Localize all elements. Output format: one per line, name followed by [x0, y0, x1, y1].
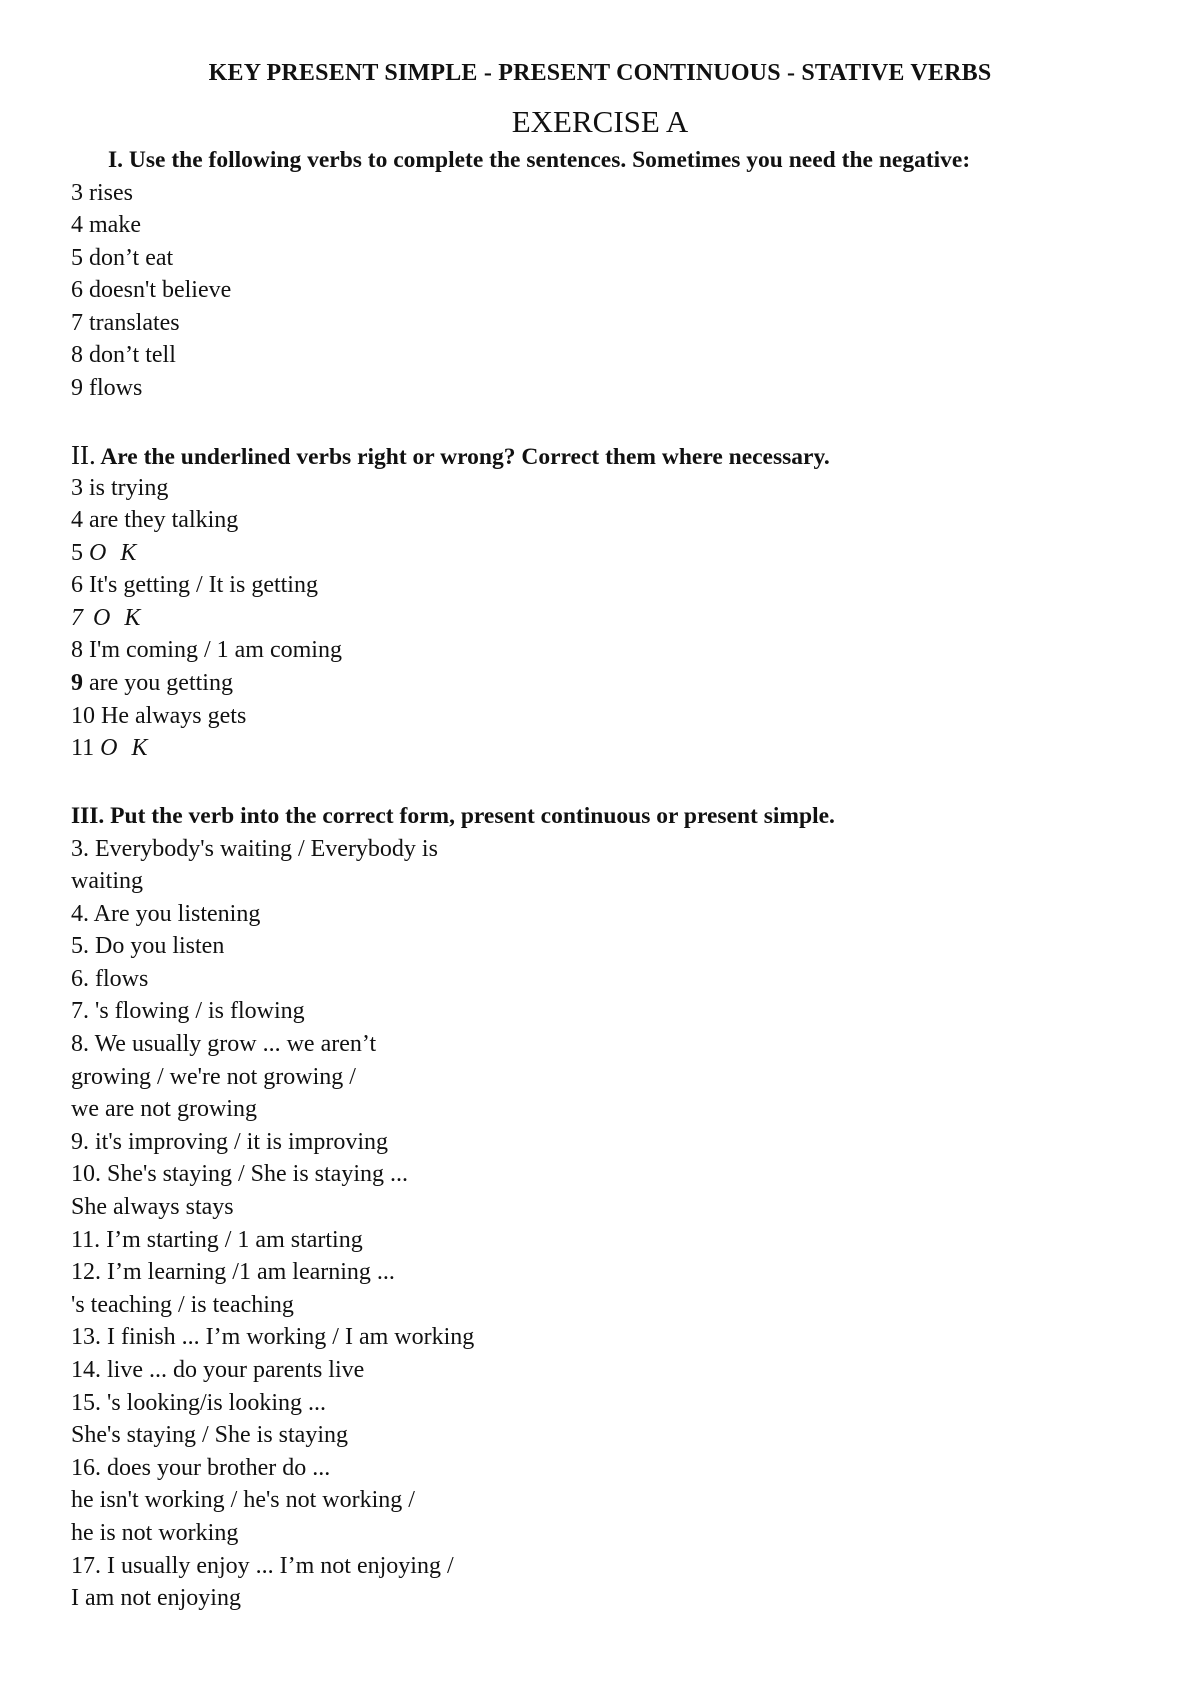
answer-line: 5. Do you listen: [71, 933, 225, 960]
answer-line: 7 translates: [71, 309, 180, 336]
answer-number: 4: [71, 507, 83, 534]
answer-number: 8: [71, 637, 83, 664]
answer-line: 10. She's staying / She is staying ...: [71, 1161, 408, 1188]
answer-line: [71, 602, 1151, 635]
section-2-answer-list: [71, 472, 1151, 765]
answer-number: 11: [71, 735, 95, 762]
answer-line: [71, 667, 1151, 700]
answer-line: 13. I finish ... I’m working / I am working: [71, 1324, 475, 1351]
answer-line: 7. 's flowing / is flowing: [71, 998, 305, 1025]
answer-line: 6. flows: [71, 965, 149, 992]
section-3-heading: III. Put the verb into the correct form, present continuous or present simple.: [71, 803, 835, 829]
section-2-heading-text: Are the underlined verbs right or wrong? Correct them where necessary.: [95, 444, 830, 470]
section-3-answer-list: [71, 833, 1151, 1615]
ok-mark: O K: [93, 604, 145, 631]
section-2-heading: [71, 439, 1151, 472]
section-3: [71, 800, 1151, 1615]
answer-line: 's teaching / is teaching: [71, 1291, 294, 1318]
answer-line: [71, 634, 1151, 667]
answer-number: 10: [71, 702, 95, 729]
section-1-answer-list: [71, 177, 1151, 405]
answer-line: 8 don’t tell: [71, 342, 176, 369]
answer-line: 9. it's improving / it is improving: [71, 1128, 389, 1155]
answer-number: 7: [71, 604, 87, 631]
answer-line: 4 make: [71, 212, 141, 239]
answer-text: He always gets: [101, 702, 247, 729]
document-title: KEY PRESENT SIMPLE - PRESENT CONTINUOUS - STATIVE VERBS: [208, 60, 992, 86]
answer-line: [71, 569, 1151, 602]
answer-line: 15. 's looking/is looking ...: [71, 1389, 327, 1416]
section-1: [71, 144, 1151, 405]
answer-line: 3. Everybody's waiting / Everybody is: [71, 835, 438, 862]
answer-line: 3 rises: [71, 179, 133, 206]
answer-number: 9: [71, 670, 83, 697]
answer-text: It's getting / It is getting: [89, 572, 318, 599]
answer-line: 4. Are you listening: [71, 900, 261, 927]
answer-line: [71, 472, 1151, 505]
section-2-numeral: II.: [71, 440, 96, 470]
answer-line: 14. live ... do your parents live: [71, 1357, 365, 1383]
answer-line: we are not growing: [71, 1096, 257, 1123]
answer-line: 9 flows: [71, 375, 143, 402]
answer-line: 5 don’t eat: [71, 244, 174, 271]
exercise-title: EXERCISE A: [511, 104, 689, 139]
ok-mark: O K: [89, 539, 141, 566]
section-1-heading: I. Use the following verbs to complete the sentences. Sometimes you need the negative:: [108, 147, 971, 173]
answer-text: is trying: [89, 474, 169, 501]
answer-line: I am not enjoying: [71, 1585, 241, 1612]
answer-line: he isn't working / he's not working /: [71, 1487, 415, 1514]
answer-line: 17. I usually enjoy ... I’m not enjoying /: [71, 1552, 454, 1579]
answer-number: 6: [71, 572, 83, 599]
answer-line: he is not working: [71, 1519, 239, 1546]
section-2: [71, 439, 1151, 765]
answer-text: I'm coming / 1 am coming: [89, 637, 342, 664]
answer-text: are you getting: [89, 670, 233, 697]
answer-line: She always stays: [71, 1194, 234, 1221]
ok-mark: O K: [100, 735, 152, 762]
answer-line: 11. I’m starting / 1 am starting: [71, 1226, 363, 1253]
answer-line: waiting: [71, 868, 143, 895]
answer-line: [71, 732, 1151, 765]
answer-line: growing / we're not growing /: [71, 1063, 356, 1090]
answer-line: 16. does your brother do ...: [71, 1454, 331, 1481]
answer-line: 8. We usually grow ... we aren’t: [71, 1031, 377, 1058]
answer-number: 5: [71, 539, 83, 566]
answer-number: 3: [71, 474, 83, 501]
answer-line: 12. I’m learning /1 am learning ...: [71, 1259, 395, 1286]
answer-text: are they talking: [89, 507, 239, 534]
answer-line: [71, 700, 1151, 733]
answer-line: [71, 537, 1151, 570]
answer-line: She's staying / She is staying: [71, 1422, 348, 1449]
answer-line: 6 doesn't believe: [71, 277, 232, 304]
answer-line: [71, 504, 1151, 537]
